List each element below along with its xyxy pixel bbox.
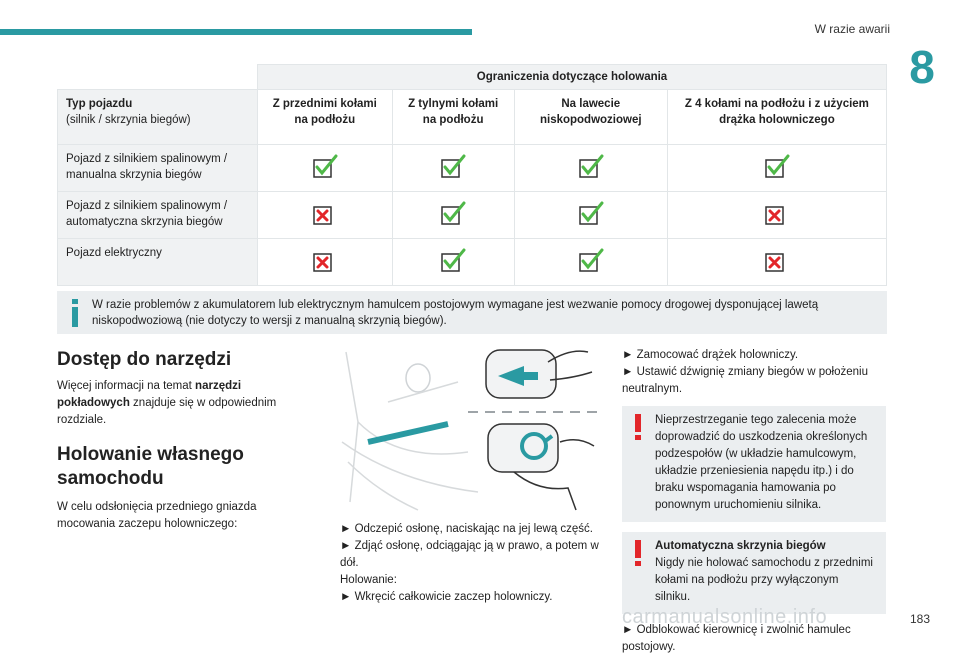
check-icon	[578, 155, 604, 179]
check-icon	[578, 249, 604, 273]
warning-box-automatic	[622, 532, 886, 614]
tools-text-bold: narzędzi pokładowych	[57, 380, 242, 409]
step-screw-eye: ► Wkręcić całkowicie zaczep holowniczy.	[340, 591, 553, 603]
section-header-title: W razie awarii	[814, 22, 890, 36]
info-text: W razie problemów z akumulatorem lub elektrycznym hamulcem postojowym wymagane jest wezwanie pomocy drogowej dysponującej lawetą niskopodwoziową (nie dotyczy to wersji z manualną skrzynią biegów).	[92, 299, 819, 327]
warning-text: Nieprzestrzeganie tego zalecenia może doprowadzić do uszkodzenia określonych podzespołów (w układzie hamulcowym, układzie przeniesienia napędu itp.) i do braku wspomagania hamowania po ponownym uruchomieniu silnika.	[655, 414, 868, 511]
check-icon	[440, 249, 466, 273]
mark-cell	[514, 145, 667, 192]
check-icon	[764, 155, 790, 179]
step-attach-bar: ► Zamocować drążek holowniczy.	[622, 349, 799, 361]
cross-icon	[312, 202, 338, 226]
step-unclip-cover: ► Odczepić osłonę, naciskając na jej lewą część.	[340, 523, 593, 535]
vehicle-type-heading	[58, 90, 258, 145]
cross-icon	[312, 249, 338, 273]
warning-exclamation-icon	[634, 540, 642, 566]
left-column	[57, 348, 305, 533]
mark-cell	[514, 239, 667, 286]
row-label: Pojazd elektryczny	[58, 239, 258, 286]
check-icon	[578, 202, 604, 226]
check-icon	[440, 155, 466, 179]
page-number: 183	[909, 612, 930, 626]
check-icon	[312, 155, 338, 179]
mark-cell	[258, 192, 393, 239]
mark-cell	[514, 192, 667, 239]
column-heading: Na lawecie niskopodwoziowej	[514, 90, 667, 145]
check-icon	[440, 202, 466, 226]
mark-cell	[667, 192, 886, 239]
towing-text: W celu odsłonięcia przedniego gniazda mocowania zaczepu holowniczego:	[57, 501, 257, 530]
chapter-number: 8	[909, 41, 935, 93]
cross-icon	[764, 202, 790, 226]
vehicle-type-title: Typ pojazdu	[66, 98, 133, 110]
mark-cell	[667, 239, 886, 286]
row-label: Pojazd z silnikiem spalinowym / manualna skrzynia biegów	[58, 145, 258, 192]
warning-box	[622, 406, 886, 522]
towing-label: Holowanie:	[340, 574, 397, 586]
info-icon	[70, 299, 80, 327]
table-corner	[58, 65, 258, 90]
mark-cell	[258, 239, 393, 286]
tools-text-end: znajduje się w odpowiednim rozdziale.	[57, 397, 277, 426]
header-accent-bar	[0, 29, 472, 35]
warning-exclamation-icon	[634, 414, 642, 440]
column-heading: Z tylnymi kołami na podłożu	[392, 90, 514, 145]
column-heading: Z przednimi kołami na podłożu	[258, 90, 393, 145]
row-label: Pojazd z silnikiem spalinowym / automatyczna skrzynia biegów	[58, 192, 258, 239]
middle-column-steps	[340, 521, 610, 606]
table-row	[58, 192, 887, 239]
column-heading: Z 4 kołami na podłożu i z użyciem drążka holowniczego	[667, 90, 886, 145]
table-row	[58, 239, 887, 286]
step-unlock-steering: ► Odblokować kierownicę i zwolnić hamulec postojowy.	[622, 624, 851, 653]
table-group-heading: Ograniczenia dotyczące holowania	[258, 65, 887, 90]
towing-heading: Holowanie własnego samochodu	[57, 444, 244, 489]
warning-title: Automatyczna skrzynia biegów	[655, 540, 826, 552]
mark-cell	[667, 145, 886, 192]
tools-text	[57, 378, 305, 429]
info-note	[57, 291, 887, 334]
mark-cell	[392, 239, 514, 286]
vehicle-type-subtitle: (silnik / skrzynia biegów)	[66, 114, 191, 126]
warning-text: Nigdy nie holować samochodu z przednimi kołami na podłożu przy wyłączonym silniku.	[655, 557, 873, 603]
tow-eye-cover-illustration	[338, 342, 600, 512]
table-row	[58, 145, 887, 192]
cross-icon	[764, 249, 790, 273]
mark-cell	[392, 145, 514, 192]
tools-text-start: Więcej informacji na temat	[57, 380, 196, 392]
tools-heading: Dostęp do narzędzi	[57, 349, 232, 370]
mark-cell	[392, 192, 514, 239]
step-remove-cover: ► Zdjąć osłonę, odciągając ją w prawo, a potem w dół.	[340, 540, 599, 569]
towing-restrictions-table	[57, 64, 887, 286]
step-neutral-gear: ► Ustawić dźwignię zmiany biegów w położeniu neutralnym.	[622, 366, 868, 395]
mark-cell	[258, 145, 393, 192]
watermark: carmanualsonline.info	[622, 606, 828, 628]
